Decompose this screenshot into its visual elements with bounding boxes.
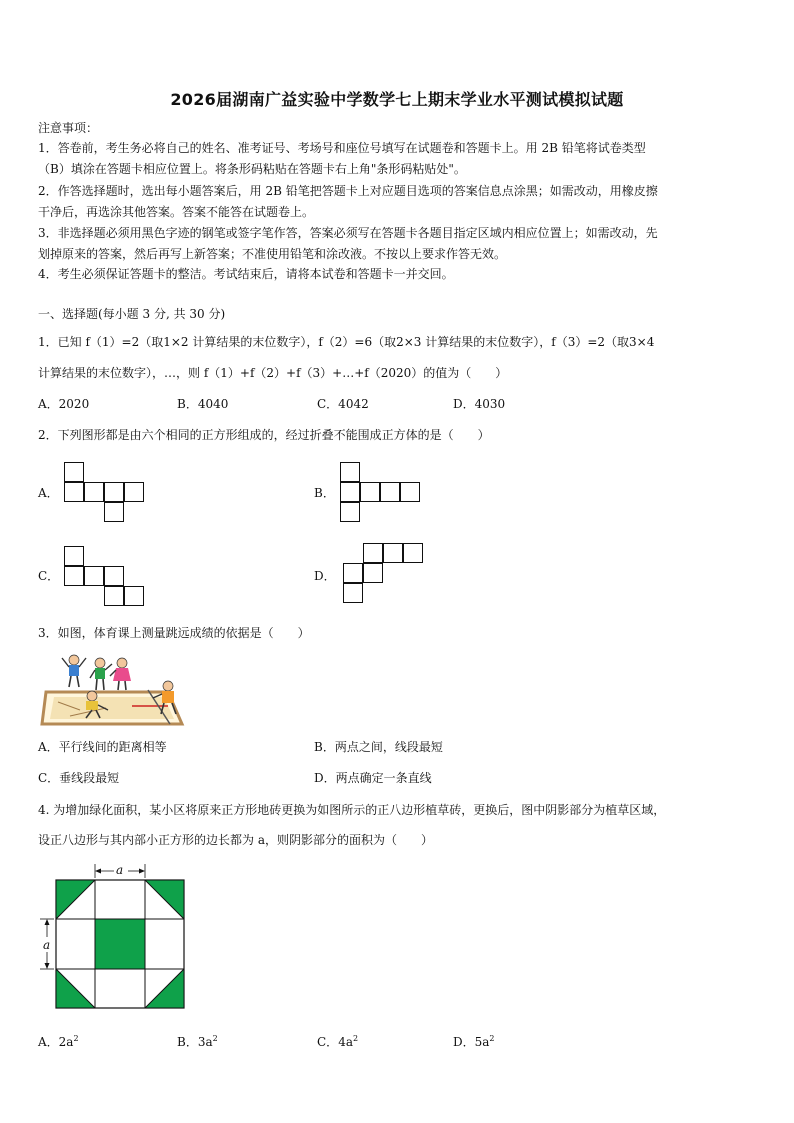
q2-net-b	[340, 462, 426, 524]
long-jump-illustration	[40, 650, 190, 730]
q4-option-b[interactable]: B．$3a^2$	[177, 1034, 218, 1049]
q2-option-c-label[interactable]: C．	[38, 569, 60, 583]
q2-net-c	[64, 546, 150, 608]
octagon-tile-figure	[36, 862, 192, 1014]
q3-option-d[interactable]: D．两点确定一条直线	[314, 771, 432, 785]
q2-option-d-label[interactable]: D．	[314, 569, 336, 583]
q4-stem-line2: 设正八边形与其内部小正方形的边长都为 a，则阴影部分的面积为（ ）	[38, 833, 433, 847]
child-figure	[90, 658, 112, 690]
notice-line: 干净后，再选涂其他答案。答案不能答在试题卷上。	[38, 205, 315, 219]
q1-stem-line2: 计算结果的末位数字），…，则 f（1）+f（2）+f（3）+…+f（2020）的值为（ ）	[38, 366, 508, 380]
notice-line: 2．作答选择题时，选出每小题答案后，用 2B 铅笔把答题卡上对应题目选项的答案信息点涂黑；如需改动，用橡皮擦	[38, 184, 658, 198]
q1-option-c[interactable]: C．4042	[317, 397, 369, 411]
q4-option-d[interactable]: D．$5a^2$	[453, 1034, 495, 1049]
q4-stem-line1: 4. 为增加绿化面积，某小区将原来正方形地砖更换为如图所示的正八边形植草砖，更换后，图中阴影部分为植草区域，	[38, 803, 666, 817]
q2-option-a-label[interactable]: A．	[38, 486, 59, 500]
q2-net-d	[343, 543, 429, 605]
page-title: 2026届湖南广益实验中学数学七上期末学业水平测试模拟试题	[170, 90, 624, 109]
q4-option-c[interactable]: C．$4a^2$	[317, 1034, 359, 1049]
q3-option-c[interactable]: C．垂线段最短	[38, 771, 120, 785]
q1-option-a[interactable]: A．2020	[38, 397, 90, 411]
q2-stem: 2．下列图形都是由六个相同的正方形组成的，经过折叠不能围成正方体的是（ ）	[38, 428, 490, 442]
q1-stem-line1: 1．已知 f（1）=2（取1×2 计算结果的末位数字），f（2）=6（取2×3 计算结果的末位数字），f（3）=2（取3×4	[38, 335, 655, 349]
center-square	[95, 919, 145, 969]
fig-label-left: a	[43, 938, 51, 952]
q1-option-d[interactable]: D．4030	[453, 397, 506, 411]
q4-option-a[interactable]: A．$2a^2$	[38, 1034, 79, 1049]
notice-line: （B）填涂在答题卡相应位置上。将条形码粘贴在答题卡右上角"条形码粘贴处"。	[38, 162, 466, 176]
notice-line: 1．答卷前，考生务必将自己的姓名、准考证号、考场号和座位号填写在试题卷和答题卡上。用 2B 铅笔将试卷类型	[38, 141, 646, 155]
q3-stem: 3．如图，体育课上测量跳远成绩的依据是（ ）	[38, 626, 310, 640]
q1-option-b[interactable]: B．4040	[177, 397, 229, 411]
q3-option-b[interactable]: B．两点之间，线段最短	[314, 740, 443, 754]
q2-option-b-label[interactable]: B．	[314, 486, 335, 500]
child-figure	[110, 658, 131, 690]
q3-option-a[interactable]: A．平行线间的距离相等	[38, 740, 167, 754]
notice-line: 划掉原来的答案，然后再写上新答案；不准使用铅笔和涂改液。不按以上要求作答无效。	[38, 247, 507, 261]
notice-line: 4．考生必须保证答题卡的整洁。考试结束后，请将本试卷和答题卡一并交回。	[38, 267, 454, 281]
child-figure	[62, 655, 86, 687]
q2-net-a	[64, 462, 150, 524]
fig-label-top: a	[116, 863, 124, 877]
notice-heading: 注意事项：	[38, 121, 99, 135]
notice-line: 3．非选择题必须用黑色字迹的钢笔或签字笔作答，答案必须写在答题卡各题目指定区域内相应位置上；如需改动，先	[38, 226, 658, 240]
section-heading: 一、选择题(每小题 3 分, 共 30 分)	[38, 307, 226, 321]
